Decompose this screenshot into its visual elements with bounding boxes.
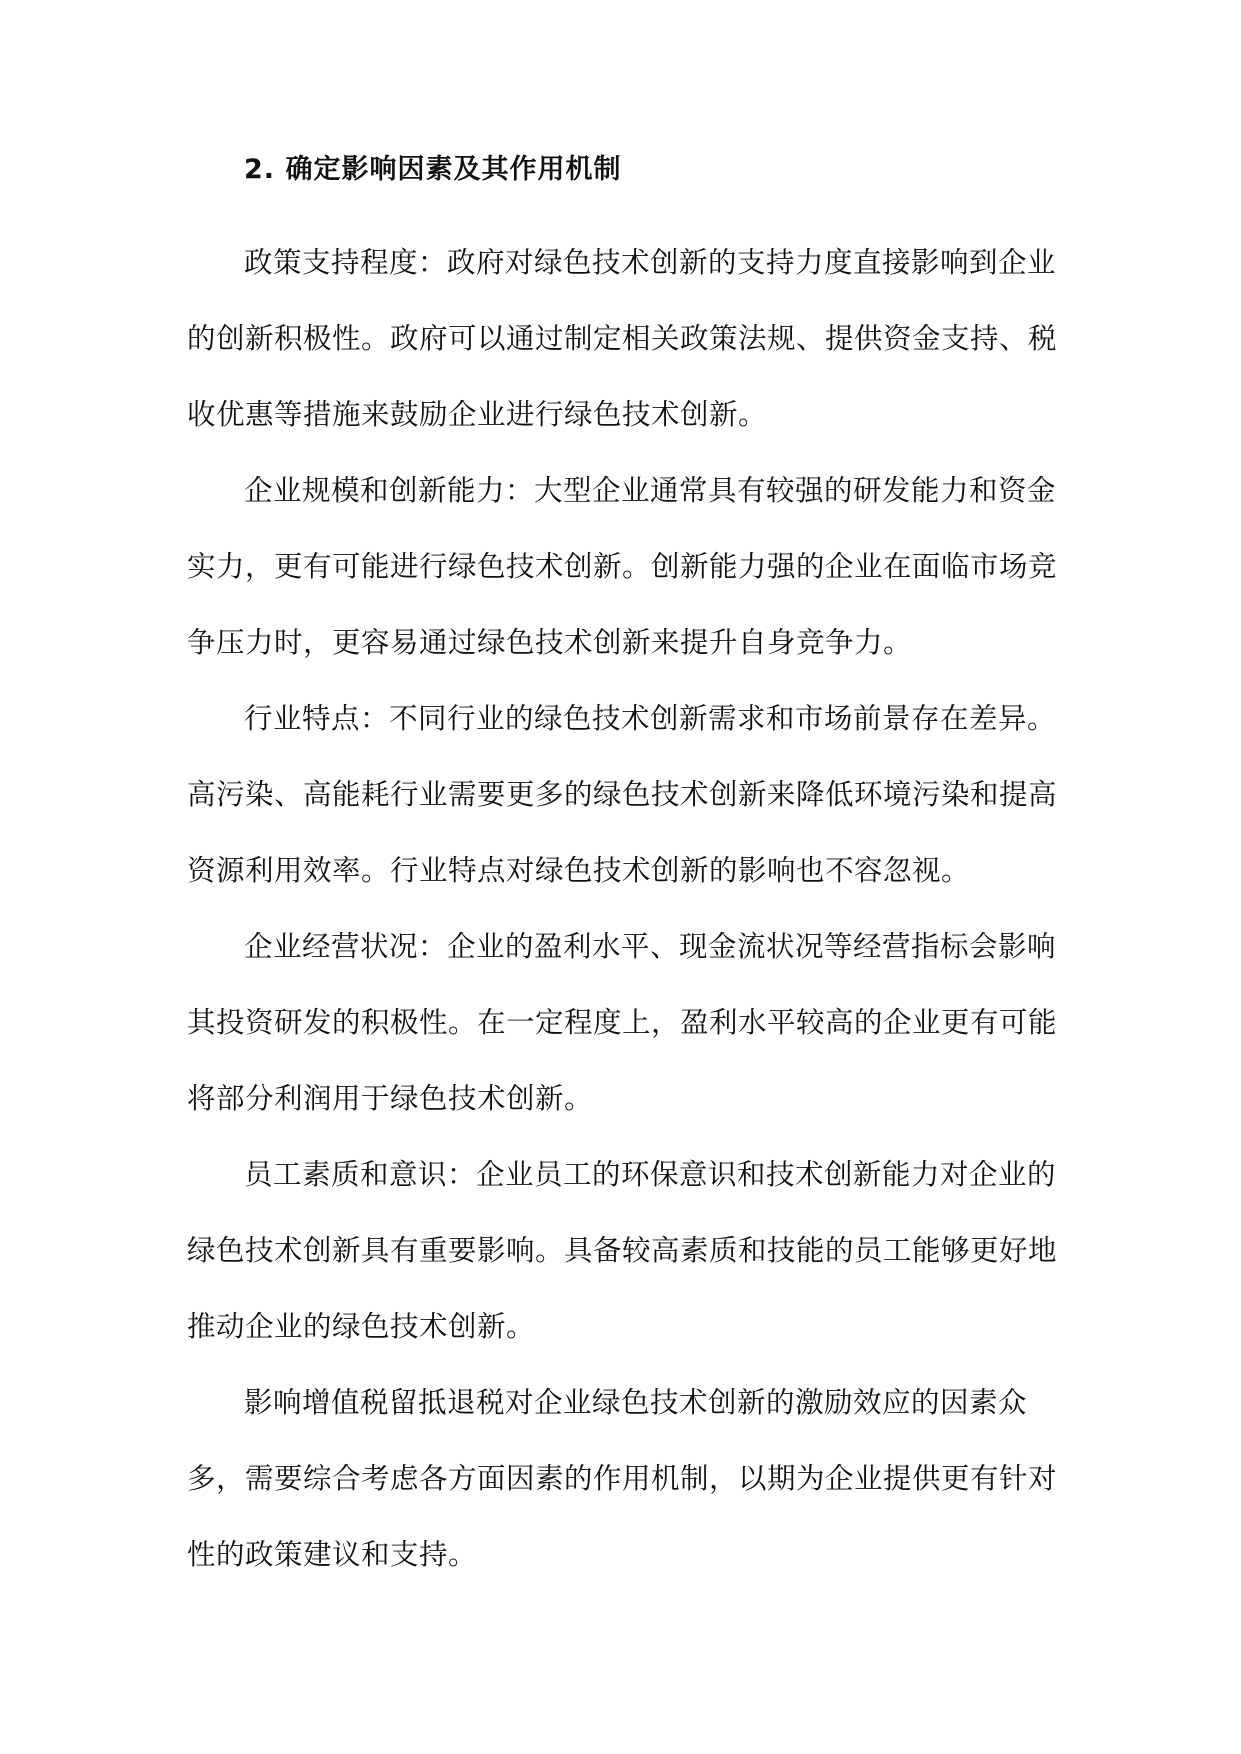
paragraph-line: 实力，更有可能进行绿色技术创新。创新能力强的企业在面临市场竞 — [187, 550, 1058, 583]
paragraph-business-status — [187, 909, 1067, 1137]
paragraph-line: 的创新积极性。政府可以通过制定相关政策法规、提供资金支持、税 — [187, 322, 1058, 355]
paragraph-line: 多，需要综合考虑各方面因素的作用机制，以期为企业提供更有针对 — [187, 1462, 1058, 1495]
paragraph-line: 性的政策建议和支持。 — [187, 1538, 478, 1571]
section-heading: 2. 确定影响因素及其作用机制 — [244, 154, 622, 185]
paragraph-line: 争压力时，更容易通过绿色技术创新来提升自身竞争力。 — [187, 626, 913, 659]
paragraph-line: 推动企业的绿色技术创新。 — [187, 1310, 536, 1343]
paragraph-policy-support — [187, 225, 1067, 453]
paragraph-line: 企业经营状况：企业的盈利水平、现金流状况等经营指标会影响 — [244, 930, 1057, 963]
paragraph-employee-quality — [187, 1137, 1067, 1365]
paragraph-summary — [187, 1365, 1067, 1593]
paragraph-line: 政策支持程度：政府对绿色技术创新的支持力度直接影响到企业 — [244, 246, 1057, 279]
paragraph-industry-features — [187, 681, 1067, 909]
paragraph-line: 将部分利润用于绿色技术创新。 — [187, 1082, 594, 1115]
paragraph-line: 行业特点：不同行业的绿色技术创新需求和市场前景存在差异。 — [244, 702, 1057, 735]
paragraph-line: 其投资研发的积极性。在一定程度上，盈利水平较高的企业更有可能 — [187, 1006, 1058, 1039]
paragraph-line: 高污染、高能耗行业需要更多的绿色技术创新来降低环境污染和提高 — [187, 778, 1058, 811]
paragraph-line: 企业规模和创新能力：大型企业通常具有较强的研发能力和资金 — [244, 474, 1057, 507]
paragraph-line: 员工素质和意识：企业员工的环保意识和技术创新能力对企业的 — [244, 1158, 1057, 1191]
paragraph-line: 绿色技术创新具有重要影响。具备较高素质和技能的员工能够更好地 — [187, 1234, 1058, 1267]
paragraph-line: 收优惠等措施来鼓励企业进行绿色技术创新。 — [187, 398, 768, 431]
paragraph-line: 资源利用效率。行业特点对绿色技术创新的影响也不容忽视。 — [187, 854, 971, 887]
body-text — [187, 225, 1067, 1593]
paragraph-enterprise-scale — [187, 453, 1067, 681]
paragraph-line: 影响增值税留抵退税对企业绿色技术创新的激励效应的因素众 — [244, 1386, 1028, 1419]
